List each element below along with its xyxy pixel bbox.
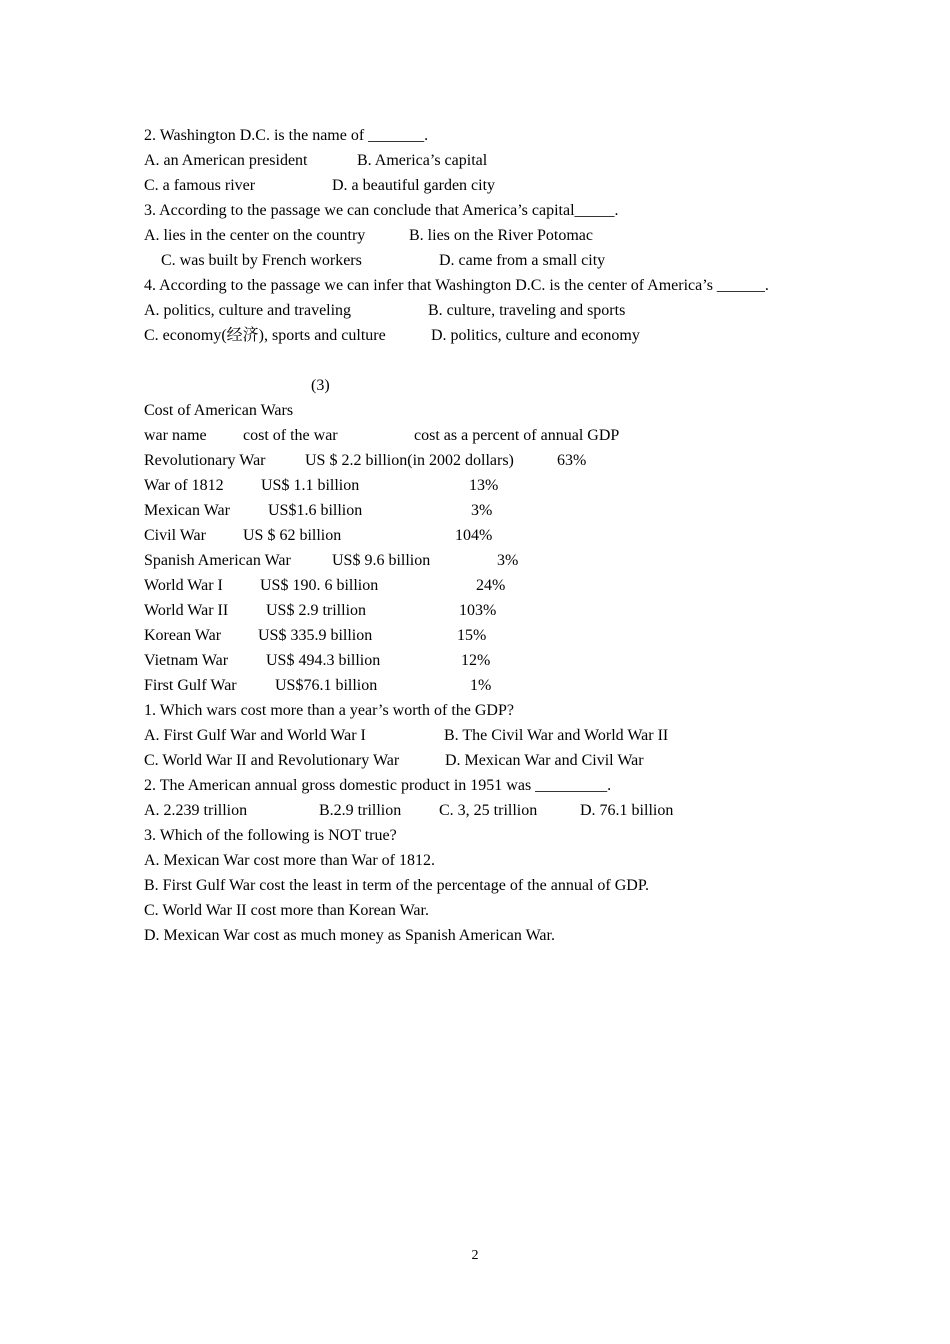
option-b: B. The Civil War and World War II	[444, 727, 669, 744]
option-b: B. America’s capital	[357, 152, 488, 169]
war-percent: 12%	[461, 652, 491, 669]
war-name: Spanish American War	[144, 552, 291, 569]
option-a: A. 2.239 trillion	[144, 802, 248, 819]
option-d: D. a beautiful garden city	[332, 177, 496, 194]
war-cost: US$1.6 billion	[268, 502, 363, 519]
war-name: Vietnam War	[144, 652, 229, 669]
war-cost: US$ 335.9 billion	[258, 627, 373, 644]
option-c: C. was built by French workers	[161, 252, 362, 269]
option-c: C. 3, 25 trillion	[439, 802, 538, 819]
war-cost: US$ 1.1 billion	[261, 477, 360, 494]
war-cost: US$ 190. 6 billion	[260, 577, 379, 594]
option-c: C. a famous river	[144, 177, 256, 194]
option-d: D. Mexican War cost as much money as Spanish American War.	[144, 927, 555, 944]
war-percent: 15%	[457, 627, 487, 644]
war-percent: 24%	[476, 577, 506, 594]
option-b: B. First Gulf War cost the least in term of the percentage of the annual of GDP.	[144, 877, 649, 894]
war-name: World War II	[144, 602, 229, 619]
option-a: A. an American president	[144, 152, 308, 169]
war-cost: US$ 9.6 billion	[332, 552, 431, 569]
option-a: A. First Gulf War and World War I	[144, 727, 366, 744]
war-percent: 63%	[557, 452, 587, 469]
option-d: D. Mexican War and Civil War	[445, 752, 644, 769]
war-percent: 13%	[469, 477, 499, 494]
option-d: D. came from a small city	[439, 252, 606, 269]
war-cost: US $ 62 billion	[243, 527, 342, 544]
war-name: Mexican War	[144, 502, 230, 519]
option-c: C. economy(经济), sports and culture	[144, 327, 386, 344]
option-a: A. politics, culture and traveling	[144, 302, 352, 319]
question-stem: 3. Which of the following is NOT true?	[144, 827, 397, 844]
war-name: Civil War	[144, 527, 206, 544]
header-war-name: war name	[144, 427, 207, 444]
question-stem: 2. The American annual gross domestic product in 1951 was _________.	[144, 777, 612, 794]
option-d: D. 76.1 billion	[580, 802, 674, 819]
table-title: Cost of American Wars	[144, 402, 294, 419]
option-d: D. politics, culture and economy	[431, 327, 640, 344]
option-b: B. lies on the River Potomac	[409, 227, 593, 244]
war-cost: US $ 2.2 billion(in 2002 dollars)	[305, 452, 514, 469]
war-cost: US$ 2.9 trillion	[266, 602, 367, 619]
question-stem: 3. According to the passage we can conclude that America’s capital_____.	[144, 202, 619, 219]
question-stem: 4. According to the passage we can infer that Washington D.C. is the center of America’s ______.	[144, 277, 769, 294]
war-percent: 3%	[471, 502, 493, 519]
war-name: World War I	[144, 577, 223, 594]
question-stem: 1. Which wars cost more than a year’s worth of the GDP?	[144, 702, 514, 719]
war-name: Korean War	[144, 627, 222, 644]
header-percent: cost as a percent of annual GDP	[414, 427, 620, 444]
war-name: Revolutionary War	[144, 452, 266, 469]
war-cost: US$76.1 billion	[275, 677, 378, 694]
war-name: War of 1812	[144, 477, 224, 494]
option-b: B.2.9 trillion	[319, 802, 402, 819]
war-percent: 1%	[470, 677, 492, 694]
question-stem: 2. Washington D.C. is the name of _______.	[144, 127, 429, 144]
option-a: A. lies in the center on the country	[144, 227, 366, 244]
header-cost: cost of the war	[243, 427, 338, 444]
passage-number-label: (3)	[311, 377, 330, 394]
option-c: C. World War II and Revolutionary War	[144, 752, 400, 769]
page-number: 2	[471, 1248, 479, 1263]
war-percent: 3%	[497, 552, 519, 569]
option-b: B. culture, traveling and sports	[428, 302, 626, 319]
option-c: C. World War II cost more than Korean War.	[144, 902, 429, 919]
war-name: First Gulf War	[144, 677, 237, 694]
war-percent: 103%	[459, 602, 497, 619]
option-a: A. Mexican War cost more than War of 1812.	[144, 852, 435, 869]
war-percent: 104%	[455, 527, 493, 544]
war-cost: US$ 494.3 billion	[266, 652, 381, 669]
